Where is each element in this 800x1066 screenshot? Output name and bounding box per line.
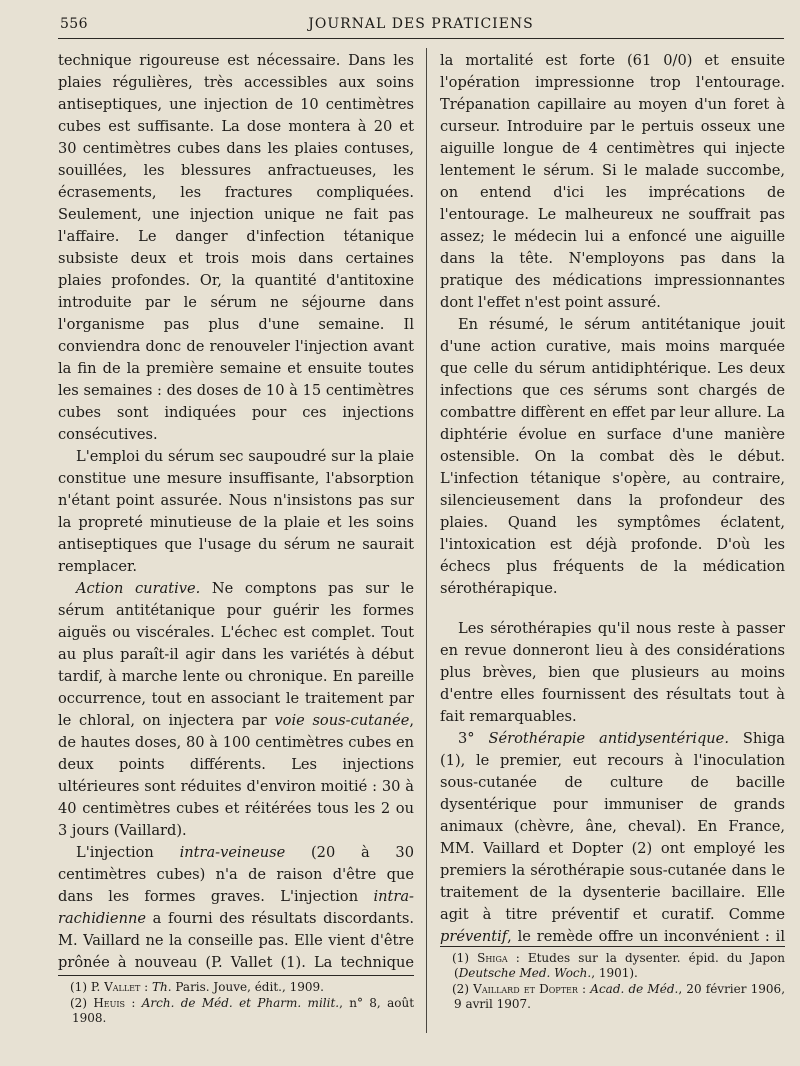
emphasis: préventif (440, 928, 508, 945)
footnote: (2) Heuis : Arch. de Méd. et Pharm. milit., n° 8, août 1908. (70, 996, 415, 1025)
right-footnotes (440, 951, 785, 1013)
paragraph: En résumé, le sérum antitétanique jouit d'une action curative, mais moins marquée que celle du sérum antidiphtérique. Les deux infections que ces sérums sont chargés de combattre diffèrent en effet par leur allure. La diphtérie évolue en surface d'une manière ostensible. On la combat dès le début. L'infection tétanique s'opère, au contraire, silencieusement dans la profondeur des plaies. Quand les symptômes éclatent, l'intoxication est déjà profonde. D'où les échecs plus fréquents de la médication sérothérapique. (440, 316, 785, 597)
journal-title: JOURNAL DES PRATICIENS (308, 16, 534, 32)
page-number: 556 (60, 16, 88, 32)
paragraph: la mortalité est forte (61 0/0) et ensuite l'opération impressionne trop l'entourage. Trépanation capillaire au moyen d'un foret à curseur. Introduire par le pertuis osseux une aiguille longue de 4 centimètres qui injecte lentement le sérum. Si le malade succombe, on entend d'ici les imprécations de l'entourage. Le malheureux ne souffrait pas assez; le médecin lui a enfoncé une aiguille dans la tête. N'employons pas dans la pratique des médications impressionnantes dont l'effet n'est point assuré. (440, 52, 785, 311)
paragraph: technique rigoureuse est nécessaire. Dans les plaies régulières, très accessibles aux soins antiseptiques, une injection de 10 centimètres cubes est suffisante. La dose montera à 20 et 30 centimètres cubes dans les plaies contuses, souillées, les blessures anfractueuses, les écrasements, les fractures compliquées. Seulement, une injection unique ne fait pas l'affaire. Le danger d'infection tétanique subsiste deux et trois mois dans certaines plaies profondes. Or, la quantité d'antitoxine introduite par le sérum ne séjourne dans l'organisme pas plus d'une semaine. Il conviendra donc de renouveler l'injection avant la fin de la première semaine et ensuite toutes les semaines : des doses de 10 à 15 centimètres cubes sont indiquées pour ces injections consécutives. (58, 52, 414, 443)
footnote-rule (440, 946, 785, 947)
section-lead: Action curative. (76, 580, 201, 597)
emphasis: voie sous-cutanée (274, 712, 410, 729)
footnote: (1) P. Vallet : Th. Paris. Jouve, édit., 1909. (70, 980, 324, 994)
left-footnotes (58, 980, 414, 1027)
section-heading: Sérothérapie antidysentérique. (488, 730, 729, 747)
header-rule (58, 38, 784, 39)
footnote: (2) Vaillard et Dopter : Acad. de Méd., 20 février 1906, 9 avril 1907. (452, 982, 786, 1011)
left-column (58, 50, 414, 970)
paragraph: 3° Sérothérapie antidysentérique. Shiga (1), le premier, eut recours à l'inoculation sous-cutanée de culture de bacille dysentérique pour immuniser de grands animaux (chèvre, âne, cheval). En France, MM. Vaillard et Dopter (2) ont employé les premiers la sérothérapie sous-cutanée dans le traitement de la dysenterie bacillaire. Elle agit à titre préventif et curatif. Comme préventif, le remède offre un inconvénient : il (440, 730, 785, 945)
paragraph: Action curative. Ne comptons pas sur le sérum antitétanique pour guérir les formes aiguës ou viscérales. L'échec est complet. Tout au plus paraît-il agir dans les variétés à début tardif, à marche lente ou chronique. En pareille occurrence, tout en associant le traitement par le chloral, on injectera par voie sous-cutanée, de hautes doses, 80 à 100 centimètres cubes en deux points différents. Les injections ultérieures sont réduites d'environ moitié : 30 à 40 centimètres cubes et réitérées tous les 2 ou 3 jours (Vaillard). (58, 580, 414, 839)
paragraph: L'injection intra-veineuse (20 à 30 centimètres cubes) n'a de raison d'être que dans les formes graves. L'injection intra-rachidienne a fourni des résultats discordants. M. Vaillard ne la conseille pas. Elle vient d'être prônée à nouveau (P. Vallet (1). La technique (58, 844, 414, 970)
paragraph: Les sérothérapies qu'il nous reste à passer en revue donneront lieu à des considérations plus brèves, bien que plusieurs au moins d'entre elles fournissent des résultats tout à fait remarquables. (440, 620, 785, 725)
right-column (440, 50, 785, 945)
paragraph: L'emploi du sérum sec saupoudré sur la plaie constitue une mesure insuffisante, l'absorption n'étant point assurée. Nous n'insistons pas sur la propreté minutieuse de la plaie et les soins antiseptiques que l'usage du sérum ne saurait remplacer. (58, 448, 414, 575)
column-separator (426, 48, 427, 1033)
emphasis: intra-rachidienne (58, 888, 414, 927)
running-header (60, 14, 782, 38)
footnote-rule (58, 975, 414, 976)
emphasis: intra-veineuse (179, 844, 286, 861)
footnote: (1) Shiga : Etudes sur la dysenter. épid. du Japon (Deutsche Med. Woch., 1901). (452, 951, 785, 980)
